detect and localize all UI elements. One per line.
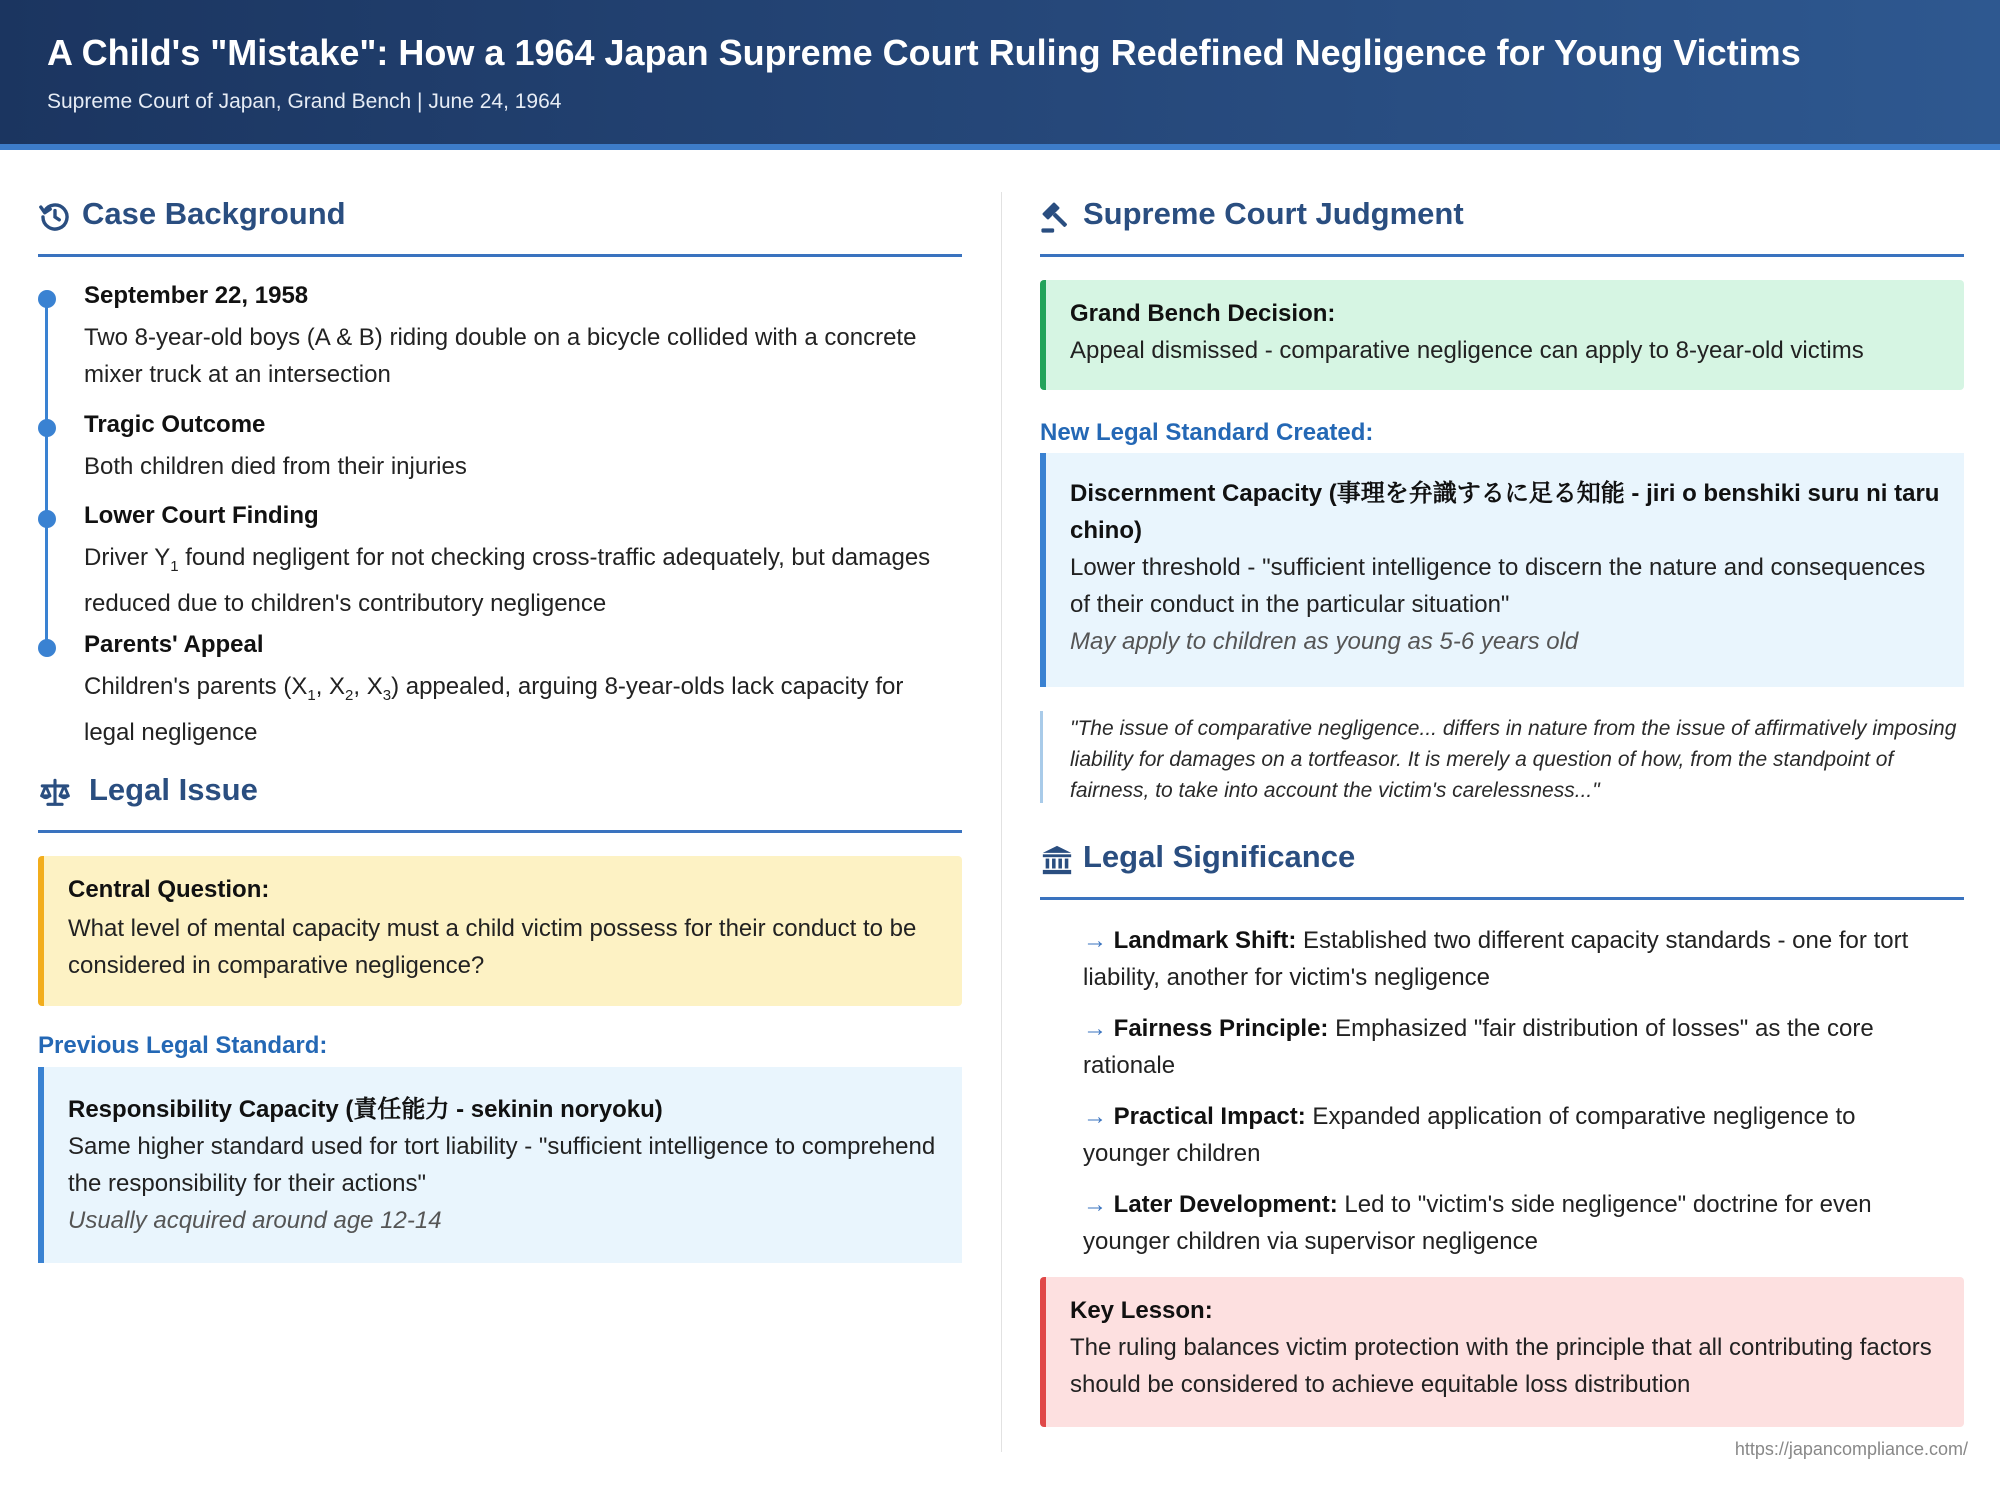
central-question-title: Central Question: [68, 876, 270, 903]
previous-standard-box [38, 1067, 962, 1263]
event-title: Lower Court Finding [84, 502, 319, 529]
court-quote: "The issue of comparative negligence... differs in nature from the issue of affirmatively imposing liability for damages on a tortfeasor. It is merely a question of how, from the standpoint of fairness, to take into account the victim's carelessness..." [1040, 711, 1964, 803]
significance-text: Established two different capacity standards - one for tort liability, another for victim's negligence [1083, 927, 1909, 991]
significance-label: Later Development: [1113, 1191, 1338, 1218]
history-icon [38, 200, 72, 234]
event-text: Two 8-year-old boys (A & B) riding double on a bicycle collided with a concrete mixer truck at an intersection [84, 324, 917, 388]
new-standard-text: Lower threshold - "sufficient intelligence to discern the nature and consequences of their conduct in the particular situation" [1070, 554, 1926, 618]
decision-text: Appeal dismissed - comparative negligence can apply to 8-year-old victims [1070, 337, 1864, 364]
event-title: Parents' Appeal [84, 631, 264, 658]
case-background-heading [38, 190, 962, 257]
significance-label: Fairness Principle: [1113, 1015, 1329, 1042]
significance-item [1083, 1186, 1943, 1260]
new-standard-label: New Legal Standard Created: [1040, 419, 1374, 446]
legal-significance-title: Legal Significance [1083, 839, 1356, 874]
event-title: September 22, 1958 [84, 282, 309, 309]
judgment-heading [1040, 190, 1964, 257]
previous-standard-text: Same higher standard used for tort liability - "sufficient intelligence to comprehend the responsibility for their actions" [68, 1133, 936, 1197]
institution-icon [1040, 843, 1074, 877]
significance-label: Landmark Shift: [1113, 927, 1297, 954]
legal-significance-heading [1040, 833, 1964, 900]
new-standard-note: May apply to children as young as 5-6 years old [1070, 628, 1579, 655]
case-background-title: Case Background [82, 196, 346, 231]
significance-item [1083, 1098, 1943, 1172]
new-standard-box [1040, 453, 1964, 687]
gavel-icon [1040, 200, 1074, 234]
timeline-dot [38, 639, 56, 657]
balance-scale-icon [38, 776, 72, 810]
key-lesson-text: The ruling balances victim protection with the principle that all contributing factors should be considered to achieve equitable loss distribution [1070, 1334, 1932, 1398]
event-text: Children's parents ($X_1$, $X_2$, $X_3$) appealed, arguing 8-year-olds lack capacity for legal negligence [84, 673, 904, 746]
arrow-right-icon: → [1083, 927, 1107, 954]
significance-text: Emphasized "fair distribution of losses" as the core rationale [1083, 1015, 1874, 1079]
page-header [0, 0, 2000, 150]
significance-label: Practical Impact: [1113, 1103, 1306, 1130]
page-title: A Child's "Mistake": How a 1964 Japan Supreme Court Ruling Redefined Negligence for Young Victims [47, 32, 1801, 73]
source-url: https://japancompliance.com/ [1734, 1439, 1968, 1459]
arrow-right-icon: → [1083, 1015, 1107, 1042]
key-lesson-box [1040, 1277, 1964, 1427]
decision-title: Grand Bench Decision: [1070, 300, 1336, 327]
page-subtitle: Supreme Court of Japan, Grand Bench | June 24, 1964 [47, 90, 562, 113]
judgment-title: Supreme Court Judgment [1083, 196, 1464, 231]
timeline-line [45, 296, 48, 644]
event-text: Driver $Y_1$ found negligent for not checking cross-traffic adequately, but damages reduced due to children's contributory negligence [84, 544, 931, 617]
significance-item [1083, 922, 1943, 996]
arrow-right-icon: → [1083, 1191, 1107, 1218]
arrow-right-icon: → [1083, 1103, 1107, 1130]
legal-issue-title: Legal Issue [89, 772, 258, 807]
previous-standard-title: Responsibility Capacity (責任能力 - sekinin noryoku) [68, 1096, 663, 1123]
event-text: Both children died from their injuries [84, 453, 467, 480]
timeline-dot [38, 510, 56, 528]
key-lesson-title: Key Lesson: [1070, 1297, 1213, 1324]
event-title: Tragic Outcome [84, 411, 266, 438]
legal-issue-heading [38, 766, 962, 833]
previous-standard-note: Usually acquired around age 12-14 [68, 1207, 442, 1234]
significance-item [1083, 1010, 1943, 1084]
timeline-dot [38, 419, 56, 437]
grand-bench-decision-box [1040, 280, 1964, 390]
column-divider [1001, 192, 1002, 1452]
significance-text: Led to "victim's side negligence" doctrine for even younger children via supervisor negligence [1083, 1191, 1872, 1255]
significance-text: Expanded application of comparative negligence to younger children [1083, 1103, 1856, 1167]
central-question-text: What level of mental capacity must a child victim possess for their conduct to be considered in comparative negligence? [68, 915, 917, 979]
central-question-box [38, 856, 962, 1006]
new-standard-title: Discernment Capacity (事理を弁識するに足る知能 - jiri o benshiki suru ni taru chino) [1070, 480, 1940, 544]
timeline-dot [38, 290, 56, 308]
previous-standard-label: Previous Legal Standard: [38, 1032, 328, 1059]
